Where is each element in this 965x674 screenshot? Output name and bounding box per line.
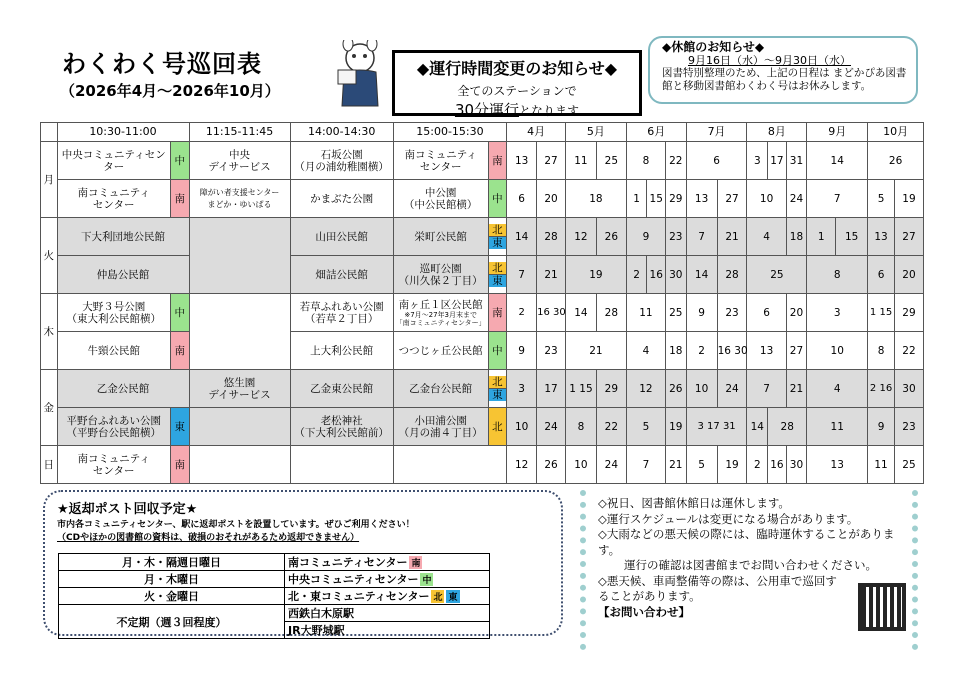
return-place: JR大野城駅: [285, 622, 490, 639]
date-cell: 18: [565, 180, 626, 218]
station-cell: 上大利公民館: [290, 332, 393, 370]
time-slot-1: 10:30-11:00: [57, 123, 189, 142]
date-cell: 14: [747, 408, 768, 446]
empty-cell: [290, 446, 393, 484]
note-item: ◇悪天候、車両整備等の際は、公用車で巡回することがあります。: [598, 573, 837, 603]
area-tag: 中: [488, 332, 507, 370]
table-row: [59, 554, 490, 571]
return-place: 西鉄白木原駅: [285, 605, 490, 622]
date-cell: 25: [894, 446, 923, 484]
return-day: 月・木・隔週日曜日: [59, 554, 285, 571]
station-cell: 中央 デイサービス: [189, 142, 290, 180]
date-cell: 28: [768, 408, 807, 446]
date-cell: 24: [596, 446, 626, 484]
station-note: ※7月〜27年3月末まで 「南コミュニティセンター」: [395, 310, 486, 327]
date-cell: 23: [537, 332, 566, 370]
station-cell: 石坂公園 （月の浦幼稚園横）: [290, 142, 393, 180]
date-cell: 26: [666, 370, 687, 408]
return-place-name: 中央コミュニティセンター: [288, 573, 419, 586]
date-value: 15: [579, 382, 593, 395]
date-cell: 21: [565, 332, 626, 370]
month-9: 9月: [807, 123, 868, 142]
date-cell: 20: [537, 180, 566, 218]
station-cell: 小田浦公園 （月の浦４丁目）: [393, 408, 488, 446]
date-value: 16: [717, 344, 731, 357]
date-cell: 19: [666, 408, 687, 446]
date-cell: 8: [807, 256, 868, 294]
return-place-name: 北・東コミュニティセンター: [288, 590, 430, 603]
area-tag: 南: [488, 294, 507, 332]
date-cell: 14: [565, 294, 596, 332]
date-cell: 9: [507, 332, 537, 370]
area-tag: 南: [170, 332, 189, 370]
date-value: 31: [722, 420, 736, 432]
area-tag: 中: [420, 573, 433, 586]
month-4: 4月: [507, 123, 566, 142]
date-value: 1: [869, 306, 877, 318]
month-5: 5月: [565, 123, 626, 142]
date-cell: 8: [565, 408, 596, 446]
date-cell: 15: [647, 180, 666, 218]
date-cell: 10: [686, 370, 717, 408]
area-tag: 南: [409, 556, 422, 569]
station-cell: 大野３号公園 （東大利公民館横）: [57, 294, 170, 332]
date-cell: 18: [666, 332, 687, 370]
return-day: 月・木曜日: [59, 571, 285, 588]
date-value: 30: [734, 344, 748, 357]
date-cell: 23: [717, 294, 747, 332]
date-value: 16: [879, 382, 893, 394]
qr-code[interactable]: [858, 583, 906, 631]
date-cell: 7: [686, 218, 717, 256]
date-cell: 22: [894, 332, 923, 370]
area-tag: 南: [170, 180, 189, 218]
date-cell: 27: [537, 142, 566, 180]
date-cell: 11: [868, 446, 895, 484]
return-warning: （CDやほかの図書館の資料は、破損のおそれがあるため返却できません）: [57, 533, 360, 543]
date-cell: 13: [686, 180, 717, 218]
notice-line2: [395, 99, 639, 120]
table-row: [59, 588, 490, 605]
table-row: [41, 332, 924, 370]
notice-line2-rest: となります: [519, 104, 580, 118]
schedule-table: [40, 122, 924, 484]
date-cell: 13: [507, 142, 537, 180]
date-cell: 20: [786, 294, 807, 332]
date-cell: 9: [626, 218, 665, 256]
date-cell: 6: [747, 294, 786, 332]
holiday-body: 図書特別整理のため、上記の日程は まどかぴあ図書館と移動図書館わくわく号はお休みします。: [662, 67, 907, 92]
empty-cell: [189, 294, 290, 370]
date-cell: 6: [868, 256, 895, 294]
date-cell: 1: [807, 218, 836, 256]
station-name: 南ヶ丘１区公民館: [398, 298, 483, 311]
date-cell: 28: [717, 256, 747, 294]
note-item: ◇大雨などの悪天候の際には、臨時運休することがあります。: [598, 527, 895, 557]
return-place: [285, 554, 490, 571]
time-slot-4: 15:00-15:30: [393, 123, 506, 142]
area-tag: 南: [170, 446, 189, 484]
area-tag: 中: [170, 142, 189, 180]
date-value: 17: [707, 420, 720, 432]
date-cell: [565, 370, 596, 408]
month-7: 7月: [686, 123, 747, 142]
station-cell: 若草ふれあい公園 （若草２丁目）: [290, 294, 393, 332]
month-6: 6月: [626, 123, 686, 142]
station-cell: 南コミュニティ センター: [393, 142, 488, 180]
date-cell: 3: [747, 142, 768, 180]
date-cell: 23: [666, 218, 687, 256]
date-cell: 10: [565, 446, 596, 484]
area-tag-split: [488, 370, 507, 408]
table-row: [41, 408, 924, 446]
table-header: [41, 123, 924, 142]
contact-label: 【お問い合わせ】: [598, 604, 690, 619]
return-description: 市内各コミュニティセンター、駅に返却ポストを設置しています。ぜひご利用ください！: [57, 520, 415, 530]
date-cell: 27: [717, 180, 747, 218]
date-value: 3: [697, 420, 704, 432]
area-tag: 北: [488, 408, 507, 446]
date-value: 15: [879, 306, 893, 318]
date-cell: 2: [686, 332, 717, 370]
area-tag: 北: [489, 224, 507, 237]
date-cell: 5: [686, 446, 717, 484]
date-cell: 14: [686, 256, 717, 294]
notice-line1: 全てのステーションで: [457, 84, 577, 98]
station-cell: 仲島公民館: [57, 256, 189, 294]
date-cell: 21: [666, 446, 687, 484]
empty-cell: [189, 218, 290, 294]
station-cell: 中央コミュニティセンター: [57, 142, 170, 180]
date-cell: 27: [894, 218, 923, 256]
area-tag: 東: [489, 389, 507, 401]
date-cell: 5: [626, 408, 665, 446]
empty-cell: [189, 446, 290, 484]
station-cell: 平野台ふれあい公園 （平野台公民館横）: [57, 408, 170, 446]
date-cell: 6: [507, 180, 537, 218]
date-cell: 17: [768, 142, 787, 180]
date-cell: 12: [626, 370, 665, 408]
date-cell: 10: [507, 408, 537, 446]
date-cell: [537, 294, 566, 332]
holiday-box: [648, 36, 918, 104]
date-cell: 18: [786, 218, 807, 256]
day-label: 日: [41, 446, 58, 484]
date-cell: 13: [747, 332, 786, 370]
date-cell: 11: [565, 142, 596, 180]
date-cell: 14: [807, 142, 868, 180]
date-cell: 25: [596, 142, 626, 180]
station-cell: 乙金公民館: [57, 370, 189, 408]
return-post-table: [58, 553, 490, 639]
date-cell: 31: [786, 142, 807, 180]
day-label: 金: [41, 370, 58, 446]
station-cell: [393, 294, 488, 332]
date-cell: 16: [768, 446, 787, 484]
date-cell: 7: [747, 370, 786, 408]
note-item: ◇祝日、図書館休館日は運休します。: [598, 496, 790, 510]
date-cell: 7: [626, 446, 665, 484]
date-cell: [717, 332, 747, 370]
date-cell: 14: [507, 218, 537, 256]
date-cell: 22: [666, 142, 687, 180]
date-cell: 13: [807, 446, 868, 484]
date-cell: 5: [868, 180, 895, 218]
date-cell: 29: [894, 294, 923, 332]
date-cell: 2: [626, 256, 647, 294]
date-cell: 9: [868, 408, 895, 446]
date-cell: 20: [894, 256, 923, 294]
day-label: 火: [41, 218, 58, 294]
station-cell: 南コミュニティ センター: [57, 180, 170, 218]
return-place: [285, 571, 490, 588]
area-tag: 中: [170, 294, 189, 332]
date-cell: 28: [537, 218, 566, 256]
date-cell: 2: [507, 294, 537, 332]
station-cell: 悠生園 デイサービス: [189, 370, 290, 408]
holiday-dates: 9月16日（水）〜9月30日（水）: [688, 54, 851, 67]
table-row: [41, 142, 924, 180]
area-tag: 東: [170, 408, 189, 446]
date-cell: 21: [786, 370, 807, 408]
date-cell: 30: [894, 370, 923, 408]
station-cell: 障がい者支援センター まどか・ゆいぱる: [189, 180, 290, 218]
notice-heading: ◆運行時間変更のお知らせ◆: [416, 59, 618, 78]
station-cell: 乙金東公民館: [290, 370, 393, 408]
date-cell: 19: [565, 256, 626, 294]
date-cell: 19: [894, 180, 923, 218]
table-row: [41, 370, 924, 408]
date-cell: [868, 370, 895, 408]
empty-cell: [189, 408, 290, 446]
station-cell: 栄町公民館: [393, 218, 488, 256]
date-cell: 29: [666, 180, 687, 218]
date-cell: 11: [807, 408, 868, 446]
station-cell: 山田公民館: [290, 218, 393, 256]
table-row: [41, 218, 924, 256]
page-title: わくわく号巡回表: [62, 50, 262, 78]
date-cell: 27: [786, 332, 807, 370]
date-cell: 1: [626, 180, 647, 218]
notice-box: [392, 50, 642, 119]
date-cell: 21: [717, 218, 747, 256]
date-cell: 11: [626, 294, 665, 332]
date-cell: 4: [807, 370, 868, 408]
station-cell: 乙金台公民館: [393, 370, 488, 408]
return-day: 不定期（週３回程度）: [59, 605, 285, 639]
area-tag: 東: [489, 275, 507, 287]
date-cell: 12: [565, 218, 596, 256]
area-tag: 東: [489, 237, 507, 249]
station-cell: 巡町公園 （川久保２丁目）: [393, 256, 488, 294]
station-cell: 南コミュニティ センター: [57, 446, 170, 484]
date-cell: 24: [786, 180, 807, 218]
return-place: [285, 588, 490, 605]
date-cell: [686, 408, 747, 446]
area-tag: 北: [489, 376, 507, 389]
date-cell: 30: [666, 256, 687, 294]
date-cell: 21: [537, 256, 566, 294]
date-cell: 25: [666, 294, 687, 332]
area-tag: 北: [431, 590, 444, 603]
table-row: [59, 571, 490, 588]
date-value: 2: [869, 382, 877, 394]
station-cell: 畑詰公民館: [290, 256, 393, 294]
return-day: 火・金曜日: [59, 588, 285, 605]
area-tag: 東: [446, 590, 459, 603]
date-cell: 23: [894, 408, 923, 446]
area-tag: 中: [488, 180, 507, 218]
time-slot-3: 14:00-14:30: [290, 123, 393, 142]
station-cell: 中公園 （中公民館横）: [393, 180, 488, 218]
notice-emphasis: 30分運行: [454, 101, 520, 119]
date-cell: 25: [747, 256, 807, 294]
date-cell: 16: [647, 256, 666, 294]
date-cell: 6: [686, 142, 747, 180]
date-cell: 28: [596, 294, 626, 332]
station-cell: 老松神社 （下大利公民館前）: [290, 408, 393, 446]
date-cell: 8: [626, 142, 665, 180]
day-label: 月: [41, 142, 58, 218]
holiday-heading: ◆休館のお知らせ◆: [662, 40, 765, 54]
date-cell: 10: [807, 332, 868, 370]
date-cell: 9: [686, 294, 717, 332]
mascot-illustration: [330, 40, 390, 110]
area-tag-split: [488, 256, 507, 294]
return-place-name: 南コミュニティセンター: [288, 556, 408, 569]
table-row: [41, 294, 924, 332]
date-cell: 12: [507, 446, 537, 484]
date-cell: 24: [717, 370, 747, 408]
table-row: [41, 256, 924, 294]
date-cell: [868, 294, 895, 332]
date-cell: 30: [786, 446, 807, 484]
date-cell: 26: [868, 142, 924, 180]
station-cell: つつじヶ丘公民館: [393, 332, 488, 370]
date-cell: 24: [537, 408, 566, 446]
date-cell: 8: [868, 332, 895, 370]
date-cell: 29: [596, 370, 626, 408]
date-cell: 4: [747, 218, 786, 256]
date-cell: 22: [596, 408, 626, 446]
day-label: 木: [41, 294, 58, 370]
date-cell: 3: [807, 294, 868, 332]
date-cell: 10: [747, 180, 786, 218]
date-value: 16: [537, 306, 550, 318]
date-cell: 19: [717, 446, 747, 484]
month-10: 10月: [868, 123, 924, 142]
station-cell: 下大利団地公民館: [57, 218, 189, 256]
station-cell: 牛頸公民館: [57, 332, 170, 370]
date-cell: 17: [537, 370, 566, 408]
date-value: 1: [569, 382, 576, 395]
date-cell: 26: [596, 218, 626, 256]
date-value: 30: [553, 306, 566, 318]
empty-cell: [393, 446, 506, 484]
time-slot-2: 11:15-11:45: [189, 123, 290, 142]
date-cell: 4: [626, 332, 665, 370]
return-heading: ★返却ポスト回収予定★: [57, 502, 198, 517]
date-cell: 26: [537, 446, 566, 484]
table-row: [41, 180, 924, 218]
station-cell: かまぶた公園: [290, 180, 393, 218]
table-row: [59, 605, 490, 622]
note-item: 運行の確認は図書館までお問い合わせください。: [624, 558, 877, 572]
date-cell: 13: [868, 218, 895, 256]
date-cell: 7: [507, 256, 537, 294]
note-item: ◇運行スケジュールは変更になる場合があります。: [598, 511, 859, 526]
area-tag-split: [488, 218, 507, 256]
date-cell: 2: [747, 446, 768, 484]
area-tag: 南: [488, 142, 507, 180]
month-8: 8月: [747, 123, 807, 142]
area-tag: 北: [489, 262, 507, 275]
period-subtitle: （2026年4月〜2026年10月）: [60, 82, 280, 100]
date-cell: 7: [807, 180, 868, 218]
table-row: [41, 446, 924, 484]
date-cell: 15: [836, 218, 868, 256]
date-cell: 3: [507, 370, 537, 408]
